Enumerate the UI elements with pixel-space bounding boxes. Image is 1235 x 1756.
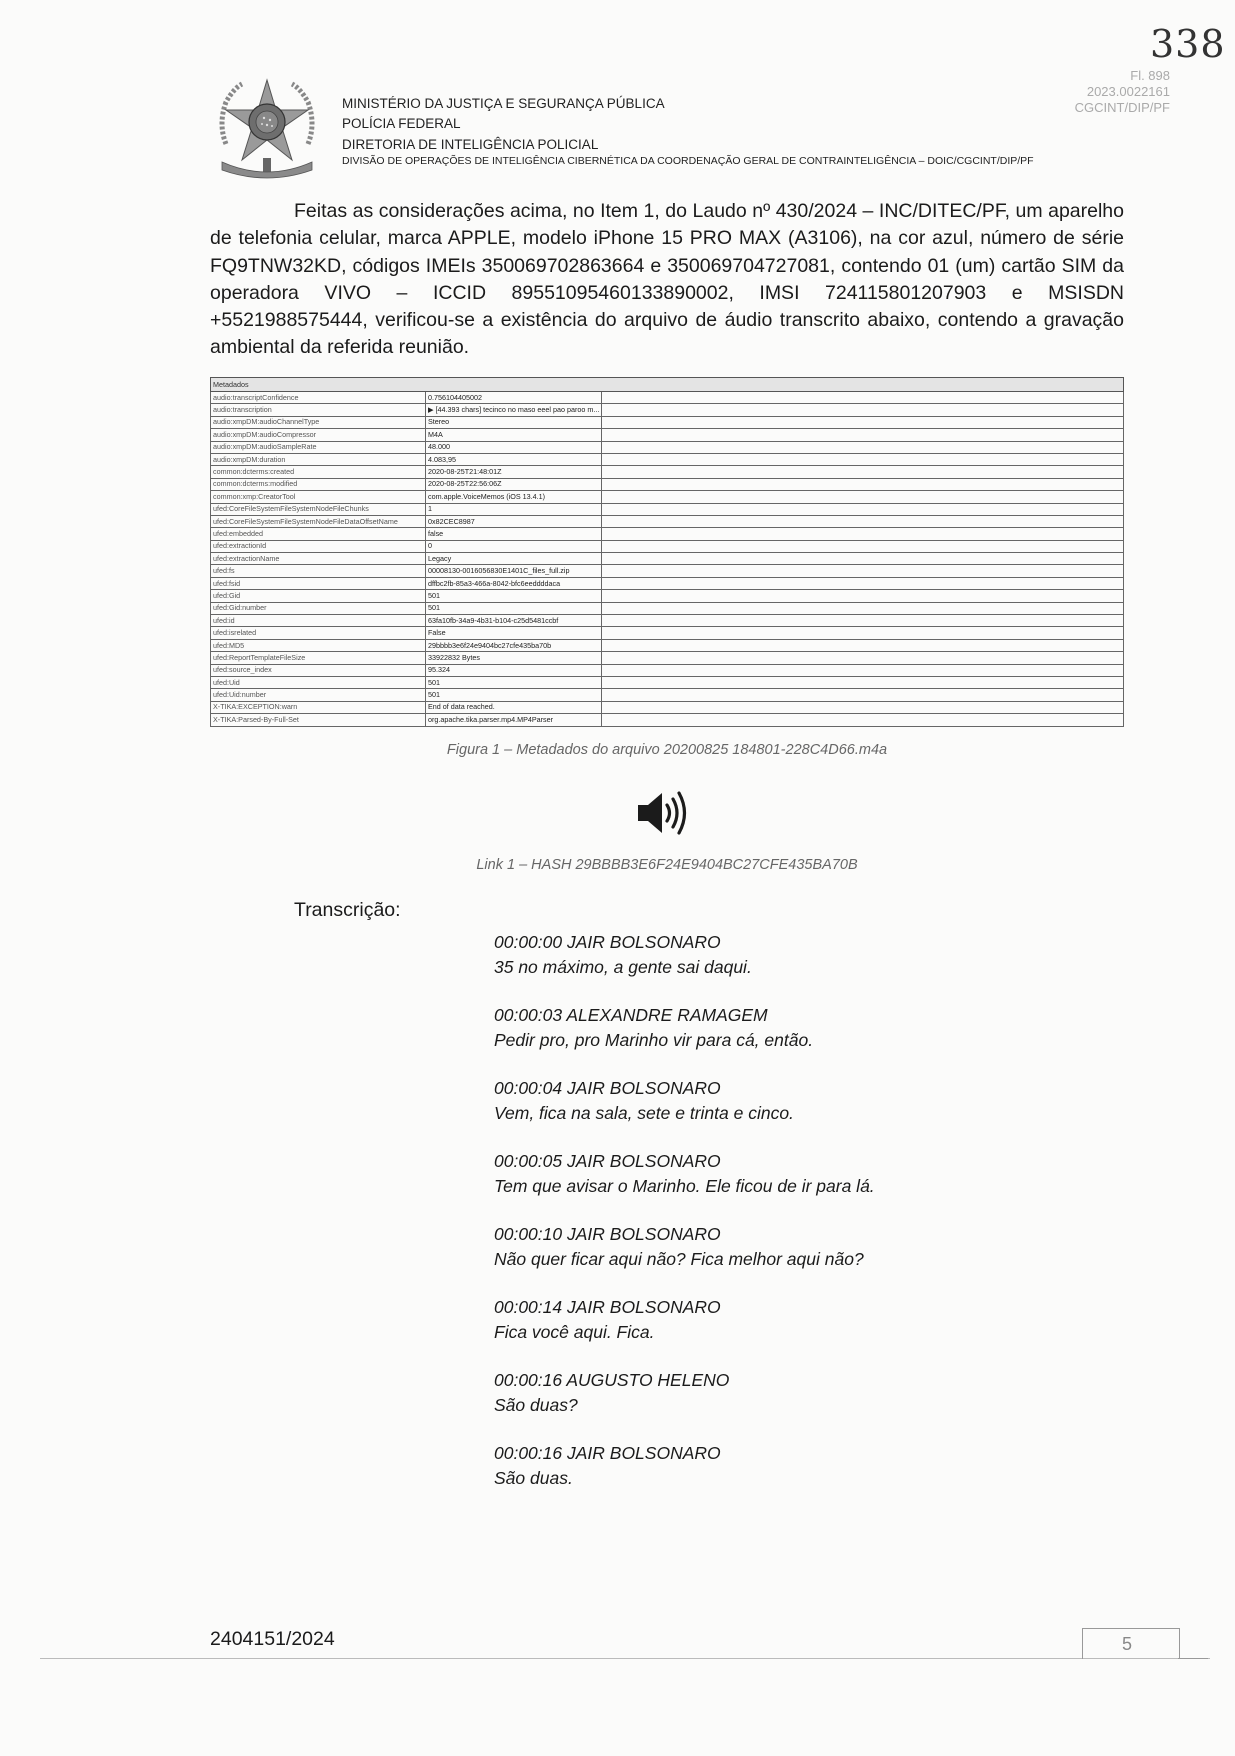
- header-division: DIVISÃO DE OPERAÇÕES DE INTELIGÊNCIA CIBERNÉTICA DA COORDENAÇÃO GERAL DE CONTRAINTELIGÊNCIA – DOIC/CGCINT/DIP/PF: [342, 155, 1034, 167]
- metadata-table: [210, 377, 1124, 727]
- transcript-entry: [494, 1441, 721, 1490]
- metadata-value: com.apple.VoiceMemos (iOS 13.4.1): [426, 491, 602, 503]
- metadata-spacer: [602, 664, 1124, 676]
- metadata-row: [211, 540, 1124, 552]
- metadata-key: ufed:Gid: [211, 590, 426, 602]
- metadata-value: Stereo: [426, 416, 602, 428]
- metadata-value: 29bbbb3e6f24e9404bc27cfe435ba70b: [426, 639, 602, 651]
- metadata-value: 48.000: [426, 441, 602, 453]
- metadata-spacer: [602, 714, 1124, 726]
- metadata-value: 0: [426, 540, 602, 552]
- metadata-value: 501: [426, 676, 602, 688]
- metadata-value: 33922832 Bytes: [426, 652, 602, 664]
- transcript-entry: [494, 1003, 813, 1052]
- footer-page-number: 5: [1122, 1634, 1133, 1654]
- metadata-spacer: [602, 689, 1124, 701]
- header-police: POLÍCIA FEDERAL: [342, 116, 461, 131]
- metadata-key: ufed:extractionId: [211, 540, 426, 552]
- metadata-value: 0x82CEC8987: [426, 515, 602, 527]
- metadata-row: [211, 664, 1124, 676]
- metadata-spacer: [602, 503, 1124, 515]
- metadata-key: ufed:CoreFileSystemFileSystemNodeFileDataOffsetName: [211, 515, 426, 527]
- stamp-unit: CGCINT/DIP/PF: [1074, 100, 1170, 115]
- metadata-spacer: [602, 392, 1124, 404]
- metadata-value: M4A: [426, 429, 602, 441]
- metadata-spacer: [602, 577, 1124, 589]
- metadata-spacer: [602, 565, 1124, 577]
- transcript-entry: [494, 1076, 794, 1125]
- stamp-folio: Fl. 898: [1130, 68, 1170, 83]
- metadata-key: ufed:fs: [211, 565, 426, 577]
- metadata-spacer: [602, 602, 1124, 614]
- metadata-key: ufed:id: [211, 615, 426, 627]
- metadata-row: [211, 453, 1124, 465]
- metadata-row: [211, 392, 1124, 404]
- header-ministry: MINISTÉRIO DA JUSTIÇA E SEGURANÇA PÚBLICA: [342, 96, 665, 111]
- metadata-key: audio:xmpDM:audioCompressor: [211, 429, 426, 441]
- metadata-value: False: [426, 627, 602, 639]
- metadata-row: [211, 528, 1124, 540]
- metadata-key: ufed:MD5: [211, 639, 426, 651]
- metadata-row: [211, 565, 1124, 577]
- transcription-label: Transcrição:: [294, 899, 401, 921]
- metadata-value: org.apache.tika.parser.mp4.MP4Parser: [426, 714, 602, 726]
- metadata-key: common:dcterms:created: [211, 466, 426, 478]
- metadata-header-row: [211, 378, 1124, 392]
- body-paragraph-text: Feitas as considerações acima, no Item 1, do Laudo nº 430/2024 – INC/DITEC/PF, um aparelho de telefonia celular, marca APPLE, modelo iPhone 15 PRO MAX (A3106), na cor azul, número de série FQ9TNW32KD, códigos IMEIs 350069702863664 e 350069704727081, contendo 01 (um) cartão SIM da operadora VIVO – ICCID 89551095460133890002, IMSI 724115801207903 e MSISDN +5521988575444, verificou-se a existência do arquivo de áudio transcrito abaixo, contendo a gravação ambiental da referida reunião.: [210, 200, 1124, 359]
- metadata-body: [211, 392, 1124, 727]
- metadata-header: Metadados: [211, 378, 1124, 392]
- metadata-row: [211, 676, 1124, 688]
- metadata-row: [211, 639, 1124, 651]
- metadata-key: ufed:source_index: [211, 664, 426, 676]
- metadata-spacer: [602, 553, 1124, 565]
- transcript-time-speaker: 00:00:03 ALEXANDRE RAMAGEM: [494, 1005, 768, 1025]
- metadata-key: X-TIKA:EXCEPTION:warn: [211, 701, 426, 713]
- audio-link-caption[interactable]: Link 1 – HASH 29BBBB3E6F24E9404BC27CFE435BA70B: [476, 857, 858, 873]
- metadata-spacer: [602, 615, 1124, 627]
- metadata-value: 4.083,95: [426, 453, 602, 465]
- metadata-spacer: [602, 701, 1124, 713]
- metadata-value: 00008130-0016056830E1401C_files_full.zip: [426, 565, 602, 577]
- metadata-key: ufed:CoreFileSystemFileSystemNodeFileChunks: [211, 503, 426, 515]
- transcript-time-speaker: 00:00:14 JAIR BOLSONARO: [494, 1297, 721, 1317]
- metadata-row: [211, 429, 1124, 441]
- metadata-row: [211, 466, 1124, 478]
- metadata-key: ufed:isrelated: [211, 627, 426, 639]
- metadata-value: 1: [426, 503, 602, 515]
- transcript-entry: [494, 1368, 729, 1417]
- transcript-text: Tem que avisar o Marinho. Ele ficou de ir para lá.: [494, 1175, 875, 1196]
- metadata-row: [211, 602, 1124, 614]
- metadata-row: [211, 404, 1124, 416]
- transcript-text: Vem, fica na sala, sete e trinta e cinco.: [494, 1102, 794, 1123]
- metadata-spacer: [602, 491, 1124, 503]
- body-paragraph: [210, 198, 1124, 362]
- metadata-row: [211, 441, 1124, 453]
- metadata-key: audio:transcriptConfidence: [211, 392, 426, 404]
- metadata-key: ufed:Uid:number: [211, 689, 426, 701]
- stamp-process: 2023.0022161: [1086, 84, 1170, 99]
- metadata-row: [211, 515, 1124, 527]
- metadata-key: ufed:fsid: [211, 577, 426, 589]
- metadata-spacer: [602, 676, 1124, 688]
- metadata-row: [211, 503, 1124, 515]
- transcript-entry: [494, 1149, 875, 1198]
- metadata-value: 501: [426, 602, 602, 614]
- metadata-row: [211, 491, 1124, 503]
- metadata-row: [211, 416, 1124, 428]
- footer-document-code: 2404151/2024: [210, 1628, 335, 1650]
- metadata-value: 63fa10fb-34a9-4b31-b104-c25d5481ccbf: [426, 615, 602, 627]
- metadata-key: ufed:ReportTemplateFileSize: [211, 652, 426, 664]
- metadata-value: false: [426, 528, 602, 540]
- transcript-text: Não quer ficar aqui não? Fica melhor aqui não?: [494, 1248, 864, 1269]
- metadata-spacer: [602, 404, 1124, 416]
- page-number: 338: [1150, 22, 1226, 66]
- metadata-row: [211, 627, 1124, 639]
- metadata-spacer: [602, 590, 1124, 602]
- audio-speaker-icon[interactable]: [636, 788, 690, 838]
- metadata-spacer: [602, 453, 1124, 465]
- metadata-key: audio:xmpDM:audioChannelType: [211, 416, 426, 428]
- transcript-entry: [494, 930, 752, 979]
- metadata-spacer: [602, 441, 1124, 453]
- coat-of-arms-emblem: [212, 74, 322, 184]
- metadata-key: common:dcterms:modified: [211, 478, 426, 490]
- metadata-row: [211, 478, 1124, 490]
- transcript-text: 35 no máximo, a gente sai daqui.: [494, 956, 752, 977]
- figure-caption: Figura 1 – Metadados do arquivo 20200825 184801-228C4D66.m4a: [446, 742, 888, 758]
- transcript-text: Pedir pro, pro Marinho vir para cá, então.: [494, 1029, 814, 1050]
- metadata-spacer: [602, 466, 1124, 478]
- transcript-time-speaker: 00:00:16 JAIR BOLSONARO: [494, 1443, 721, 1463]
- metadata-key: ufed:extractionName: [211, 553, 426, 565]
- metadata-value: Legacy: [426, 553, 602, 565]
- metadata-key: audio:xmpDM:audioSampleRate: [211, 441, 426, 453]
- metadata-spacer: [602, 416, 1124, 428]
- transcript-time-speaker: 00:00:16 AUGUSTO HELENO: [494, 1370, 730, 1390]
- transcript-time-speaker: 00:00:04 JAIR BOLSONARO: [494, 1078, 721, 1098]
- footer-rule: [40, 1658, 1210, 1659]
- metadata-key: X-TIKA:Parsed-By-Full-Set: [211, 714, 426, 726]
- header-directorate: DIRETORIA DE INTELIGÊNCIA POLICIAL: [342, 137, 599, 152]
- metadata-key: ufed:Uid: [211, 676, 426, 688]
- transcript-time-speaker: 00:00:10 JAIR BOLSONARO: [494, 1224, 721, 1244]
- metadata-spacer: [602, 540, 1124, 552]
- transcript-time-speaker: 00:00:00 JAIR BOLSONARO: [494, 932, 721, 952]
- transcript-entry: [494, 1222, 864, 1271]
- metadata-value: 2020-08-25T22:56:06Z: [426, 478, 602, 490]
- transcript-text: Fica você aqui. Fica.: [494, 1321, 655, 1342]
- metadata-spacer: [602, 515, 1124, 527]
- metadata-value: 501: [426, 590, 602, 602]
- metadata-spacer: [602, 627, 1124, 639]
- metadata-spacer: [602, 429, 1124, 441]
- transcript-text: São duas?: [494, 1394, 578, 1415]
- metadata-value: 501: [426, 689, 602, 701]
- transcript-entry: [494, 1295, 721, 1344]
- metadata-key: audio:transcription: [211, 404, 426, 416]
- metadata-key: ufed:Gid:number: [211, 602, 426, 614]
- metadata-spacer: [602, 528, 1124, 540]
- metadata-row: [211, 577, 1124, 589]
- metadata-row: [211, 615, 1124, 627]
- metadata-key: common:xmp:CreatorTool: [211, 491, 426, 503]
- metadata-value: 2020-08-25T21:48:01Z: [426, 466, 602, 478]
- protocol-stamp: [1040, 68, 1170, 116]
- metadata-value: dffbc2fb-85a3-466a-8042-bfc6eeddddaca: [426, 577, 602, 589]
- footer-rule-right: [1178, 1658, 1208, 1659]
- transcript-text: São duas.: [494, 1467, 573, 1488]
- metadata-spacer: [602, 478, 1124, 490]
- metadata-row: [211, 652, 1124, 664]
- metadata-value: 95.324: [426, 664, 602, 676]
- metadata-spacer: [602, 652, 1124, 664]
- transcript-time-speaker: 00:00:05 JAIR BOLSONARO: [494, 1151, 721, 1171]
- metadata-spacer: [602, 639, 1124, 651]
- metadata-key: ufed:embedded: [211, 528, 426, 540]
- metadata-value: 0.756104405002: [426, 392, 602, 404]
- metadata-row: [211, 553, 1124, 565]
- metadata-key: audio:xmpDM:duration: [211, 453, 426, 465]
- metadata-value: ▶ [44.393 chars] tecinco no maso eeel pao paroo m...: [426, 404, 602, 416]
- metadata-value: End of data reached.: [426, 701, 602, 713]
- metadata-row: [211, 701, 1124, 713]
- metadata-row: [211, 714, 1124, 726]
- metadata-row: [211, 590, 1124, 602]
- metadata-row: [211, 689, 1124, 701]
